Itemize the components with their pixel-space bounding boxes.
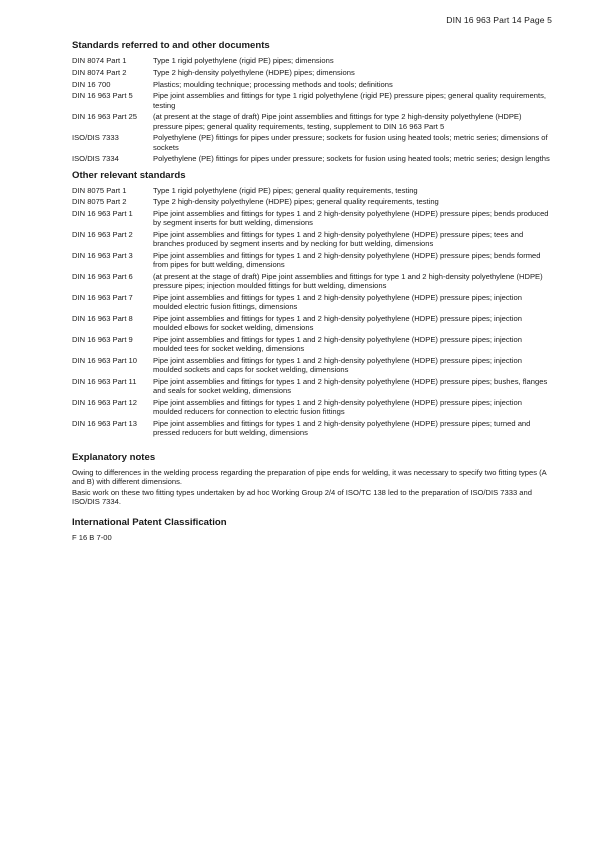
reference-row [72, 419, 550, 437]
reference-row [72, 377, 550, 395]
reference-description: Type 1 rigid polyethylene (rigid PE) pipes; general quality requirements, testing [153, 185, 418, 195]
reference-row [72, 56, 550, 65]
reference-description: Pipe joint assemblies and fittings for types 1 and 2 high-density polyethylene (HDPE) pressure pipes; injection moulded tees for socket welding, dimensions [153, 335, 522, 354]
reference-code: DIN 16 963 Part 3 [72, 251, 133, 261]
reference-code: DIN 8074 Part 2 [72, 67, 127, 77]
reference-description: Pipe joint assemblies and fittings for types 1 and 2 high-density polyethylene (HDPE) pressure pipes; bushes, flanges and seals for socket welding, dimensions [153, 377, 548, 396]
reference-row [72, 272, 550, 290]
reference-row [72, 154, 550, 163]
reference-code: ISO/DIS 7334 [72, 154, 119, 164]
reference-description: Type 2 high-density polyethylene (HDPE) pipes; dimensions [153, 67, 355, 77]
reference-code: DIN 16 963 Part 8 [72, 314, 133, 324]
standards-referred-list [72, 56, 550, 164]
reference-code: DIN 16 963 Part 10 [72, 356, 138, 366]
reference-row [72, 197, 550, 206]
other-standards-heading: Other relevant standards [72, 169, 186, 181]
reference-code: DIN 16 700 [72, 79, 111, 89]
reference-code: DIN 16 963 Part 6 [72, 272, 133, 282]
reference-description: Pipe joint assemblies and fittings for types 1 and 2 high-density polyethylene (HDPE) pressure pipes; injection moulded sockets and caps for socket welding, dimensions [153, 356, 522, 375]
reference-row [72, 186, 550, 195]
reference-description: Polyethylene (PE) fittings for pipes under pressure; sockets for fusion using heated tools; metric series; dimensions of sockets [153, 133, 548, 152]
standards-referred-heading: Standards referred to and other documents [72, 40, 270, 51]
reference-code: DIN 8074 Part 1 [72, 56, 127, 65]
reference-row [72, 80, 550, 89]
reference-code: DIN 16 963 Part 7 [72, 293, 133, 303]
reference-row [72, 251, 550, 269]
reference-row [72, 112, 550, 130]
reference-description: Pipe joint assemblies and fittings for types 1 and 2 high-density polyethylene (HDPE) pressure pipes; turned and pressed reducers for butt welding, dimensions [153, 419, 531, 438]
reference-row [72, 91, 550, 109]
reference-description: Type 1 rigid polyethylene (rigid PE) pipes; dimensions [153, 56, 334, 65]
patent-classification-heading: International Patent Classification [72, 516, 227, 528]
reference-code: DIN 16 963 Part 1 [72, 209, 133, 219]
reference-description: Pipe joint assemblies and fittings for types 1 and 2 high-density polyethylene (HDPE) pressure pipes; bends formed from pipes for butt welding, dimensions [153, 251, 541, 270]
reference-code: ISO/DIS 7333 [72, 133, 119, 143]
reference-code: DIN 16 963 Part 9 [72, 335, 133, 345]
reference-description: Pipe joint assemblies and fittings for types 1 and 2 high-density polyethylene (HDPE) pressure pipes; bends produced by segment inserts for butt welding, dimensions [153, 209, 549, 228]
reference-row [72, 314, 550, 332]
reference-code: DIN 16 963 Part 11 [72, 377, 137, 387]
patent-classification-value: F 16 B 7-00 [72, 532, 112, 542]
reference-description: Pipe joint assemblies and fittings for types 1 and 2 high-density polyethylene (HDPE) pressure pipes; injection moulded elbows for socket welding, dimensions [153, 314, 522, 333]
reference-row [72, 293, 550, 311]
reference-row [72, 209, 550, 227]
reference-description: Pipe joint assemblies and fittings for types 1 and 2 high-density polyethylene (HDPE) pressure pipes; tees and branches produced by segment inserts and by necking for butt welding, dimensions [153, 230, 524, 249]
reference-code: DIN 8075 Part 1 [72, 185, 127, 195]
reference-code: DIN 16 963 Part 5 [72, 91, 133, 101]
reference-description: Plastics; moulding technique; processing methods and tools; definitions [153, 79, 393, 89]
reference-code: DIN 8075 Part 2 [72, 197, 127, 207]
reference-description: Type 2 high-density polyethylene (HDPE) pipes; general quality requirements, testing [153, 197, 439, 207]
reference-code: DIN 16 963 Part 25 [72, 112, 138, 122]
reference-description: Pipe joint assemblies and fittings for types 1 and 2 high-density polyethylene (HDPE) pressure pipes; injection moulded reducers for connection to electric fusion fittings [153, 398, 522, 417]
reference-row [72, 68, 550, 77]
reference-row [72, 398, 550, 416]
reference-description: Pipe joint assemblies and fittings for type 1 rigid polyethylene (rigid PE) pressure pipes; general quality requirements, testing [153, 91, 546, 110]
document-body [72, 40, 550, 544]
explanatory-paragraph: Basic work on these two fitting types undertaken by ad hoc Working Group 2/4 of ISO/TC 138 led to the preparation of ISO/DIS 7333 and ISO/DIS 7334. [72, 487, 532, 507]
page-header: DIN 16 963 Part 14 Page 5 [446, 15, 552, 25]
reference-description: Polyethylene (PE) fittings for pipes under pressure; sockets for fusion using heated tools; metric series; design lengths [153, 154, 550, 164]
reference-row [72, 230, 550, 248]
reference-description: Pipe joint assemblies and fittings for types 1 and 2 high-density polyethylene (HDPE) pressure pipes; injection moulded electric fusion fittings, dimensions [153, 293, 522, 312]
reference-code: DIN 16 963 Part 12 [72, 398, 138, 408]
reference-row [72, 335, 550, 353]
explanatory-paragraph: Owing to differences in the welding process regarding the preparation of pipe ends for welding, it was necessary to specify two fitting types (A and B) with different dimensions. [72, 467, 547, 487]
reference-row [72, 356, 550, 374]
reference-row [72, 133, 550, 151]
reference-description: (at present at the stage of draft) Pipe joint assemblies and fittings for type 1 and 2 high-density polyethylene (HDPE) pressure pipes; injection moulded fittings for butt welding, dimensions [153, 272, 543, 291]
reference-description: (at present at the stage of draft) Pipe joint assemblies and fittings for type 2 high-density polyethylene (HDPE) pressure pipes; general quality requirements, testing, supplement to DIN 16 963 Part 5 [153, 112, 522, 131]
reference-code: DIN 16 963 Part 2 [72, 230, 133, 240]
reference-code: DIN 16 963 Part 13 [72, 419, 138, 429]
other-standards-list [72, 186, 550, 438]
explanatory-notes-heading: Explanatory notes [72, 451, 156, 463]
